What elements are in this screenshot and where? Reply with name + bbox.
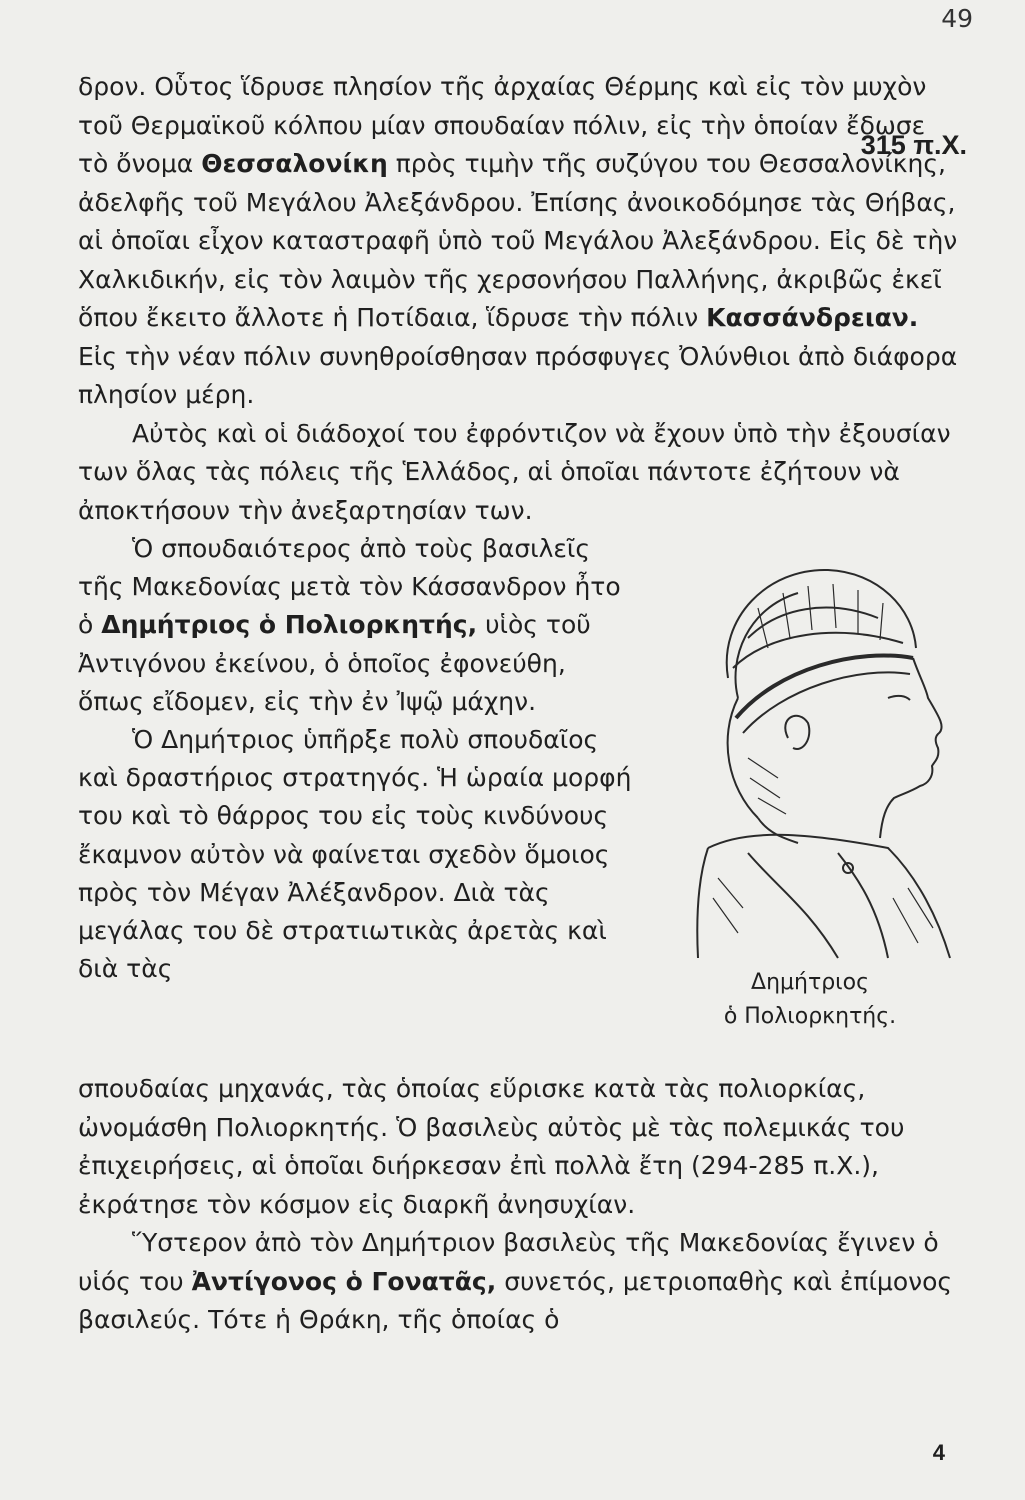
paragraph-5-text-a: Ὕστερον ἀπὸ τὸν Δημήτριον βασιλεὺς τῆς Μακεδονίας ἔγινεν ὁ υἱός του [78,1228,939,1296]
paragraph-2: Αὐτὸς καὶ οἱ διάδοχοί του ἐφρόντιζον νὰ ἔχουν ὑπὸ τὴν ἐξουσίαν των ὅλας τὰς πόλεις τῆς Ἑλλάδος, αἱ ὁποῖαι πάντοτε ἐζήτουν νὰ ἀποκτήσουν τὴν ἀνεξαρτησίαν των. [78,418,951,525]
paragraph-3-text-a: Ὁ σπουδαιότερος ἀπὸ τοὺς βασιλεῖς τῆς Μακεδονίας μετὰ τὸν Κάσσανδρον ἦτο ὁ [78,534,621,640]
portrait-figure [688,548,958,968]
margin-date-note: 315 π.Χ. [860,130,967,160]
thessaloniki-bold: Θεσσαλονίκη [201,149,388,178]
figure-caption [690,966,930,1034]
paragraph-4-end: σπουδαίας μηχανάς, τὰς ὁποίας εὕρισκε κατὰ τὰς πολιορκίας, ὠνομάσθη Πολιορκητής. Ὁ βασιλεὺς αὐτὸς μὲ τὰς πολεμικάς του ἐπιχειρήσεις, αἱ ὁποῖαι διήρκεσαν ἐπὶ πολλὰ ἔτη (294-285 π.Χ.), ἐκράτησε τὸν κόσμον εἰς διαρκῆ ἀνησυχίαν. [78,1074,905,1219]
signature-mark: 4 [932,1440,945,1465]
text-block-beside-figure [78,530,638,988]
text-block-bottom [78,1070,958,1340]
paragraph-3-text-b: υἱὸς τοῦ Ἀντιγόνου ἐκείνου, ὁ ὁποῖος ἐφονεύθη, ὅπως εἴδομεν, εἰς τὴν ἐν Ἰψῷ μάχην. [78,610,591,716]
caption-line-2: ὁ Πολιορκητής. [723,1004,897,1029]
kassandreia-bold: Κασσάνδρειαν. [706,303,919,332]
caption-line-1: Δημήτριος [751,970,869,995]
paragraph-1-text-a: δρον. Οὗτος ἵδρυσε πλησίον τῆς ἀρχαίας Θέρμης καὶ εἰς τὸν μυχὸν τοῦ Θερμαϊκοῦ κόλπου μίαν σπουδαίαν πόλιν, εἰς τὴν ὁποίαν ἔδωσε τὸ ὄνομα [78,72,927,178]
paragraph-4-start: Ὁ Δημήτριος ὑπῆρξε πολὺ σπουδαῖος καὶ δραστήριος στρατηγός. Ἡ ὡραία μορφή του καὶ τὸ θάρρος του εἰς τοὺς κινδύνους ἔκαμνον αὐτὸν νὰ φαίνεται σχεδὸν ὅμοιος πρὸς τὸν Μέγαν Ἀλέξανδρον. Διὰ τὰς μεγάλας του δὲ στρατιωτικὰς ἀρετὰς καὶ διὰ τὰς [78,725,632,984]
antigonos-bold: Ἀντίγονος ὁ Γονατᾶς, [191,1266,497,1296]
paragraph-5 [78,1224,958,1340]
paragraph-1 [78,68,958,415]
paragraph-1-text-b: πρὸς τιμὴν τῆς συζύγου του Θεσσαλονίκης, ἀδελφῆς τοῦ Μεγάλου Ἀλεξάνδρου. Ἐπίσης ἀνοικοδόμησε τὰς Θήβας, αἱ ὁποῖαι εἶχον καταστραφῆ ὑπὸ τοῦ Μεγάλου Ἀλεξάνδρου. Εἰς δὲ τὴν Χαλκιδικήν, εἰς τὸν λαιμὸν τῆς χερσονήσου Παλλήνης, ἀκριβῶς ἐκεῖ ὅπου ἔκειτο ἄλλοτε ἡ Ποτίδαια, ἵδρυσε τὴν πόλιν [78,149,958,332]
demetrios-portrait-illustration [688,548,958,968]
paragraph-1-text-c: Εἰς τὴν νέαν πόλιν συνηθροίσθησαν πρόσφυγες Ὀλύνθιοι ἀπὸ διάφορα πλησίον μέρη. [78,341,958,409]
paragraph-3 [78,530,638,721]
paragraph-5-text-b: συνετός, μετριοπαθὴς καὶ ἐπίμονος βασιλεύς. Τότε ἡ Θράκη, τῆς ὁποίας ὁ [78,1266,953,1334]
page-number: 49 [941,4,973,33]
text-block-top [78,68,958,530]
demetrios-bold: Δημήτριος ὁ Πολιορκητής, [101,610,478,640]
